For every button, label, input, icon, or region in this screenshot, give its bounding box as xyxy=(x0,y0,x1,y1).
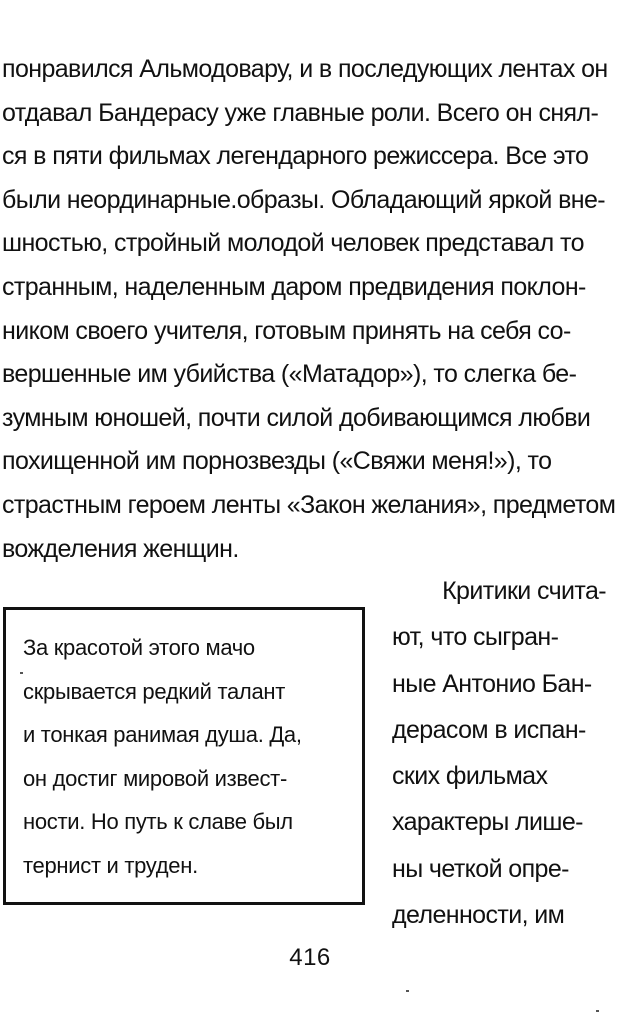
text-line: ся в пяти фильмах легендарного режиссера. Все это xyxy=(2,142,589,171)
text-line: Критики счита- xyxy=(442,577,606,605)
scan-speck xyxy=(596,1010,599,1012)
main-paragraph xyxy=(2,48,614,571)
text-line: деленности, им xyxy=(392,901,565,930)
quote-line: и тонкая ранимая душа. Да, xyxy=(23,722,302,747)
text-line: отдавал Бандерасу уже главные роли. Всего он снял- xyxy=(2,98,599,127)
text-line: ют, что сыгран- xyxy=(392,623,559,652)
text-line: ником своего учителя, готовым принять на себя со- xyxy=(2,316,571,345)
scan-speck xyxy=(406,990,409,992)
text-line: зумным юношей, почти силой добивающимся любви xyxy=(2,403,591,432)
text-line: дерасом в испан- xyxy=(392,715,586,744)
text-line: похищенной им порнозвезды («Свяжи меня!»), то xyxy=(2,447,552,476)
page-number: 416 xyxy=(289,944,331,971)
quote-line: За красотой этого мачо xyxy=(23,635,255,660)
text-line: странным, наделенным даром предвидения поклон- xyxy=(2,272,586,301)
text-line: страстным героем ленты «Закон желания», предметом xyxy=(2,490,616,519)
text-line: были неординарные.образы. Обладающий яркой вне- xyxy=(2,185,606,214)
text-line: понравился Альмодовару, и в последующих лентах он xyxy=(2,55,608,83)
quote-line: тернист и труден. xyxy=(23,852,198,878)
quote-line: скрывается редкий талант xyxy=(23,678,286,704)
side-column-paragraph xyxy=(392,568,614,938)
text-line: ны четкой опре- xyxy=(392,854,569,883)
text-line: шностью, стройный молодой человек представал то xyxy=(2,229,584,258)
quote-line: он достиг мировой извест- xyxy=(23,765,287,791)
text-line: ских фильмах xyxy=(392,762,548,791)
scan-speck xyxy=(20,672,23,674)
text-line: ные Антонио Бан- xyxy=(392,669,592,698)
text-line: вожделения женщин. xyxy=(2,534,239,563)
pull-quote-text xyxy=(23,626,302,887)
text-line: вершенные им убийства («Матадор»), то слегка бе- xyxy=(2,360,577,389)
pull-quote-box xyxy=(3,607,365,905)
text-line: характеры лише- xyxy=(392,808,583,837)
quote-line: ности. Но путь к славе был xyxy=(23,809,293,834)
